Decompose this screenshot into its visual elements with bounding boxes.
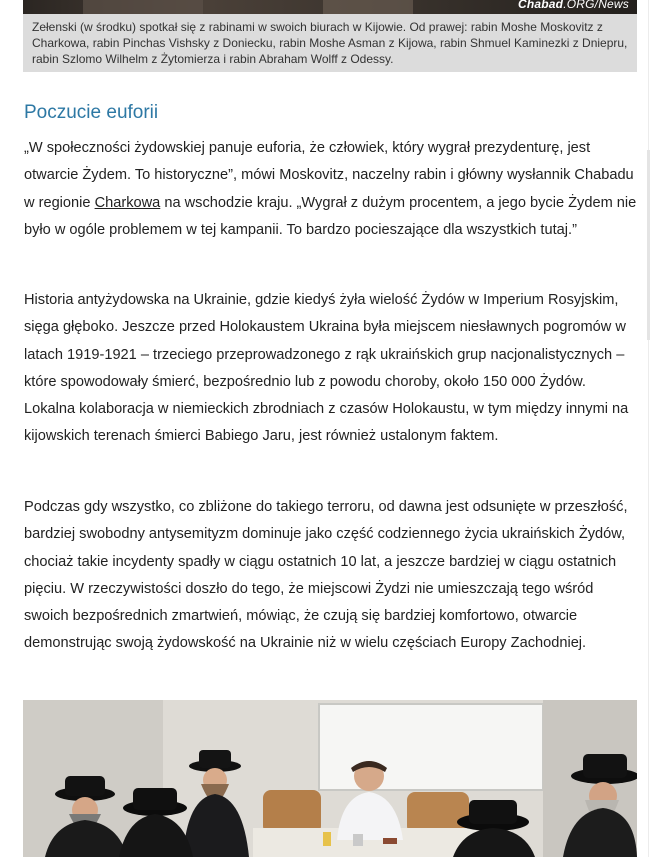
chair xyxy=(407,792,469,834)
meeting-photo-illustration xyxy=(23,700,637,857)
paragraph-history: Historia antyżydowska na Ukrainie, gdzie kiedyś żyła wielość Żydów w Imperium Rosyjskim, sięga głęboko. Jeszcze przed Holokaustem Ukraina była miejscem niesławnych pogromów w latach 1919-1921 – trzeciego przeprowadzonego z rąk ukraińskich grup nacjonalistycznych – które spowodowały śmierć, bezpośrednio lub z powodu choroby, około 150 000 Żydów. Lokalna kolaboracja w niemieckich zbrodniach z czasów Holokaustu, w tym między innymi na kijowskich terenach śmierci Babiego Jaru, jest również ustalonym faktem. xyxy=(24,292,629,445)
whiteboard xyxy=(319,704,543,790)
hat-crown xyxy=(65,776,105,796)
photo-watermark: Chabad.ORG/News xyxy=(517,0,629,11)
paragraph-present: Podczas gdy wszystko, co zbliżone do takiego terroru, od dawna jest odsunięte w przeszłość, bardziej swobodny antysemityzm dominuje jako część codziennego życia ukraińskich Żydów, chociaż takie incydenty spadły w ciągu ostatnich 10 lat, a jeszcze bardziej w ciągu ostatnich pięciu. W rzeczywistości doszło do tego, że miejscowi Żydzi nie umieszczają tego wśród swoich bezpośrednich zmartwień, mówiąc, że czują się bardziej komfortowo, otwarcie demonstrując swoją żydowskość na Ukrainie niż w wielu częściach Europy Zachodniej. xyxy=(24,499,628,652)
photo-caption: Zełenski (w środku) spotkał się z rabinami w swoich biurach w Kijowie. Od prawej: rabin Moshe Moskovitz z Charkowa, rabin Pinchas Vishsky z Doniecku, rabin Moshe Asman z Kijowa, rabin Shmuel Kaminezki z Dniepru, rabin Szlomo Wilhelm z Żytomierza i rabin Abraham Wolff z Odessy. xyxy=(23,14,637,72)
table-item xyxy=(383,838,397,844)
hat-crown xyxy=(199,750,231,768)
hat-crown xyxy=(469,800,517,824)
scroll-indicator xyxy=(647,150,650,340)
hat-crown xyxy=(133,788,177,810)
top-article-photo xyxy=(23,0,637,14)
paragraph-quote: „W społeczności żydowskiej panuje euforia, że człowiek, który wygrał prezydenturę, jest otwarcie Żydem. To historyczne”, mówi Moskovitz, naczelny rabin i główny wysłannik Chabadu w regionie Charkowa na wschodzie kraju. „Wygrał z dużym procentem, a jego bycie Żydem nie było w ogóle problemem w tej kampanii. To bardzo pocieszające dla wszystkich tutaj.” xyxy=(24,140,637,238)
table-item xyxy=(323,832,331,846)
charkow-link[interactable]: Charkowa xyxy=(94,194,161,211)
photo-detail xyxy=(323,0,413,14)
meeting-photo xyxy=(23,700,637,857)
table-item xyxy=(353,834,363,846)
hat-crown xyxy=(583,754,627,778)
section-heading: Poczucie euforii xyxy=(24,102,159,123)
sidebar-divider xyxy=(648,0,649,857)
photo-detail xyxy=(83,0,203,14)
chair xyxy=(263,790,321,834)
